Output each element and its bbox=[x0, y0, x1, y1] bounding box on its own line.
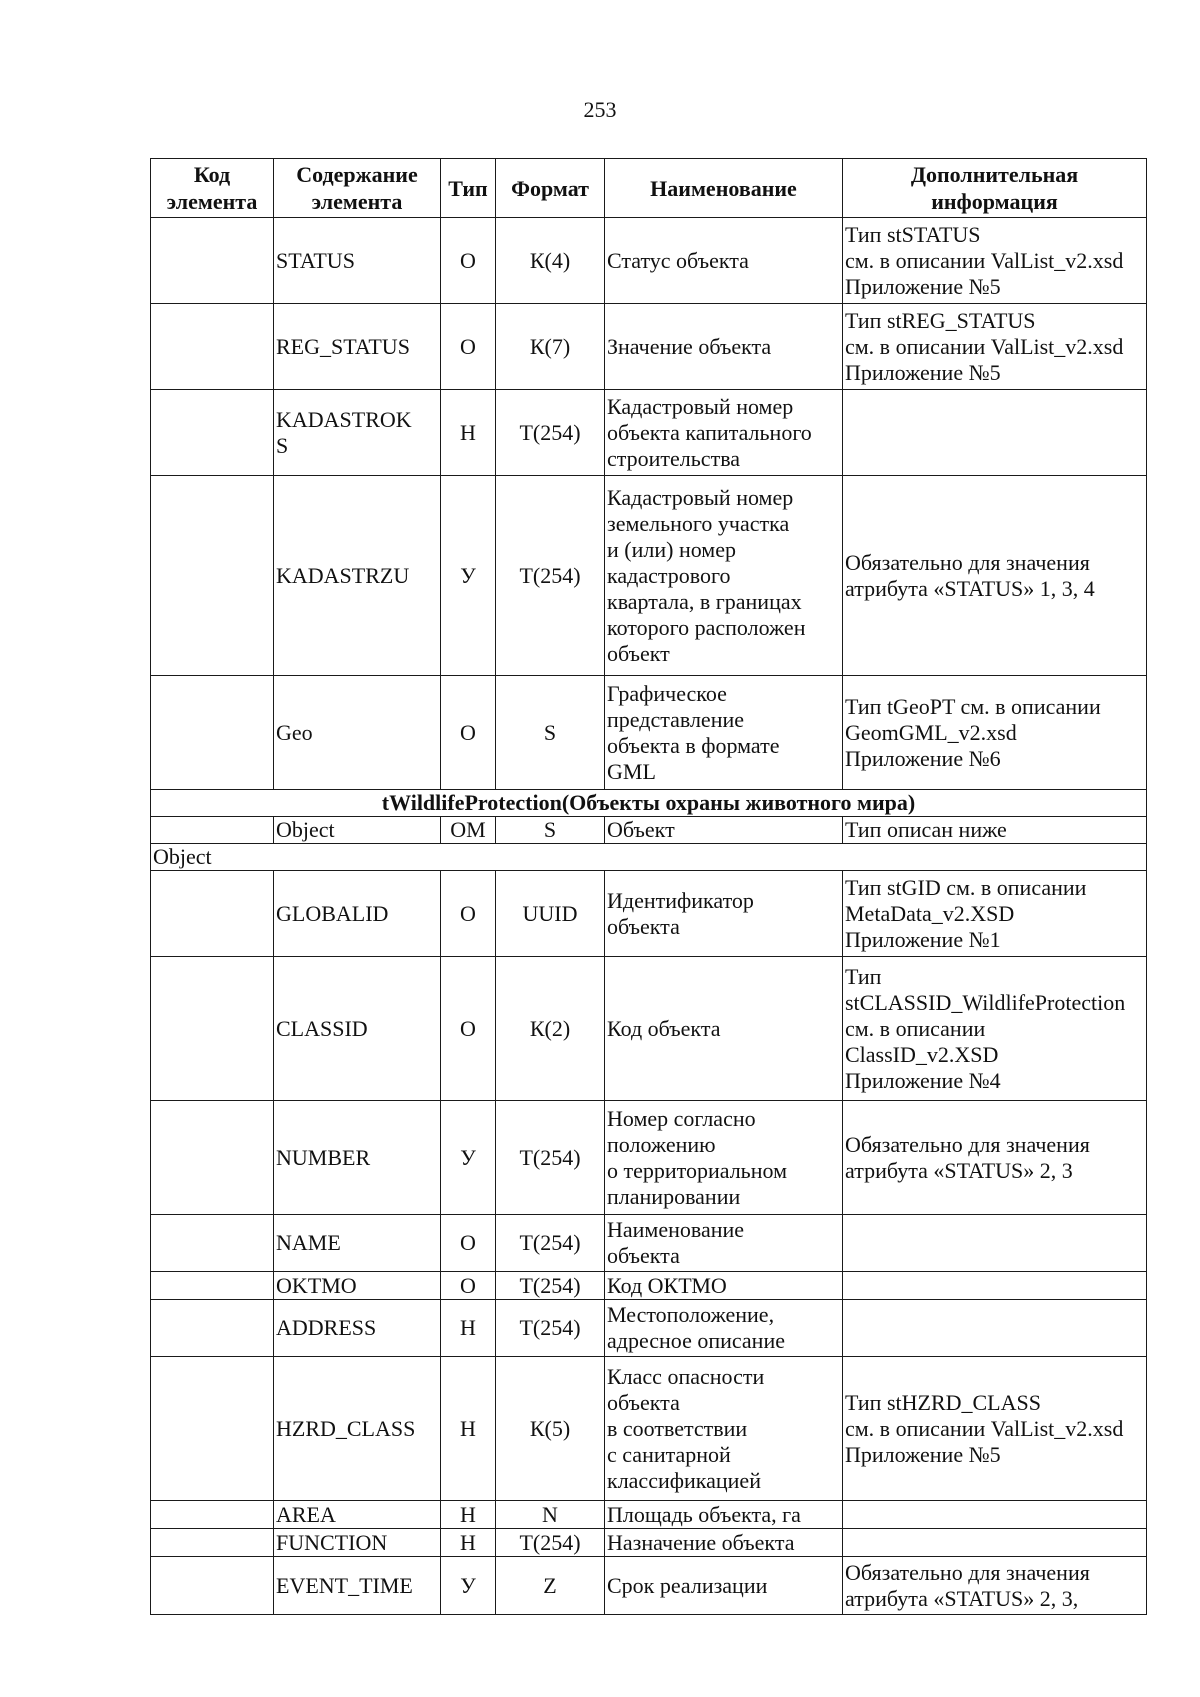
cell-format: Т(254) bbox=[496, 476, 605, 676]
section-block bbox=[151, 790, 1147, 871]
cell-type: Н bbox=[441, 1529, 496, 1557]
cell-content: CLASSID bbox=[274, 957, 441, 1101]
cell-info: Тип stREG_STATUS см. в описании ValList_v2.xsd Приложение №5 bbox=[843, 304, 1147, 390]
section-title-row bbox=[151, 790, 1147, 817]
object-row bbox=[151, 817, 1147, 844]
cell-code bbox=[151, 1529, 274, 1557]
cell-type: О bbox=[441, 871, 496, 957]
cell-content: ADDRESS bbox=[274, 1300, 441, 1357]
header-format: Формат bbox=[496, 159, 605, 218]
table-row bbox=[151, 1529, 1147, 1557]
cell-content: FUNCTION bbox=[274, 1529, 441, 1557]
cell-format: S bbox=[496, 676, 605, 790]
cell-code bbox=[151, 304, 274, 390]
cell-info bbox=[843, 1300, 1147, 1357]
table-row bbox=[151, 871, 1147, 957]
cell-content: Object bbox=[274, 817, 441, 844]
cell-info bbox=[843, 1501, 1147, 1529]
object-label: Object bbox=[151, 844, 1147, 871]
cell-code bbox=[151, 476, 274, 676]
table-row bbox=[151, 476, 1147, 676]
cell-type: О bbox=[441, 304, 496, 390]
table-row bbox=[151, 390, 1147, 476]
cell-format: Т(254) bbox=[496, 390, 605, 476]
cell-info: Тип описан ниже bbox=[843, 817, 1147, 844]
table-row bbox=[151, 1300, 1147, 1357]
header-code: Код элемента bbox=[151, 159, 274, 218]
cell-format: S bbox=[496, 817, 605, 844]
cell-code bbox=[151, 1501, 274, 1529]
cell-format: UUID bbox=[496, 871, 605, 957]
cell-type: Н bbox=[441, 1357, 496, 1501]
cell-code bbox=[151, 390, 274, 476]
cell-format: К(2) bbox=[496, 957, 605, 1101]
header-name: Наименование bbox=[605, 159, 843, 218]
cell-name: Номер согласно положению о территориальном планировании bbox=[605, 1101, 843, 1215]
table-header-row bbox=[151, 159, 1147, 218]
cell-type: О bbox=[441, 957, 496, 1101]
cell-name: Площадь объекта, га bbox=[605, 1501, 843, 1529]
header-type: Тип bbox=[441, 159, 496, 218]
cell-name: Наименование объекта bbox=[605, 1215, 843, 1272]
cell-code bbox=[151, 871, 274, 957]
cell-type: Н bbox=[441, 1300, 496, 1357]
table-body-top bbox=[151, 218, 1147, 790]
cell-code bbox=[151, 1300, 274, 1357]
cell-info bbox=[843, 1529, 1147, 1557]
cell-name: Код объекта bbox=[605, 957, 843, 1101]
header-info: Дополнительная информация bbox=[843, 159, 1147, 218]
cell-type: О bbox=[441, 218, 496, 304]
cell-info: Обязательно для значения атрибута «STATUS» 1, 3, 4 bbox=[843, 476, 1147, 676]
cell-code bbox=[151, 1557, 274, 1615]
cell-info: Тип stGID см. в описании MetaData_v2.XSD Приложение №1 bbox=[843, 871, 1147, 957]
cell-code bbox=[151, 817, 274, 844]
cell-name: Срок реализации bbox=[605, 1557, 843, 1615]
cell-type: Н bbox=[441, 390, 496, 476]
table-row bbox=[151, 218, 1147, 304]
table-row bbox=[151, 1101, 1147, 1215]
object-label-row bbox=[151, 844, 1147, 871]
cell-name: Кадастровый номер объекта капитального строительства bbox=[605, 390, 843, 476]
cell-format: Z bbox=[496, 1557, 605, 1615]
cell-format: К(4) bbox=[496, 218, 605, 304]
table-body-bottom bbox=[151, 871, 1147, 1615]
cell-format: N bbox=[496, 1501, 605, 1529]
cell-info: Тип stSTATUS см. в описании ValList_v2.xsd Приложение №5 bbox=[843, 218, 1147, 304]
table-row bbox=[151, 304, 1147, 390]
cell-type: О bbox=[441, 676, 496, 790]
cell-name: Код ОКТМО bbox=[605, 1272, 843, 1300]
cell-info: Тип stHZRD_CLASS см. в описании ValList_v2.xsd Приложение №5 bbox=[843, 1357, 1147, 1501]
cell-code bbox=[151, 218, 274, 304]
cell-code bbox=[151, 1272, 274, 1300]
cell-type: Н bbox=[441, 1501, 496, 1529]
cell-type: У bbox=[441, 1557, 496, 1615]
cell-info bbox=[843, 1272, 1147, 1300]
cell-content: Geo bbox=[274, 676, 441, 790]
cell-type: У bbox=[441, 476, 496, 676]
cell-info bbox=[843, 390, 1147, 476]
cell-name: Объект bbox=[605, 817, 843, 844]
table-row bbox=[151, 957, 1147, 1101]
cell-content: GLOBALID bbox=[274, 871, 441, 957]
table-row bbox=[151, 676, 1147, 790]
cell-content: AREA bbox=[274, 1501, 441, 1529]
cell-info: Тип tGeoPT см. в описании GeomGML_v2.xsd Приложение №6 bbox=[843, 676, 1147, 790]
cell-code bbox=[151, 1215, 274, 1272]
table-row bbox=[151, 1501, 1147, 1529]
cell-info: Обязательно для значения атрибута «STATUS» 2, 3 bbox=[843, 1101, 1147, 1215]
header-content: Содержание элемента bbox=[274, 159, 441, 218]
cell-content: OKTMO bbox=[274, 1272, 441, 1300]
table-row bbox=[151, 1357, 1147, 1501]
cell-type: О bbox=[441, 1272, 496, 1300]
cell-format: Т(254) bbox=[496, 1529, 605, 1557]
cell-format: К(7) bbox=[496, 304, 605, 390]
table-row bbox=[151, 1215, 1147, 1272]
cell-format: Т(254) bbox=[496, 1300, 605, 1357]
cell-info bbox=[843, 1215, 1147, 1272]
cell-name: Назначение объекта bbox=[605, 1529, 843, 1557]
cell-type: У bbox=[441, 1101, 496, 1215]
cell-type: ОМ bbox=[441, 817, 496, 844]
cell-type: О bbox=[441, 1215, 496, 1272]
element-spec-table bbox=[150, 158, 1147, 1615]
table-row bbox=[151, 1272, 1147, 1300]
cell-content: REG_STATUS bbox=[274, 304, 441, 390]
cell-content: KADASTRZU bbox=[274, 476, 441, 676]
cell-content: EVENT_TIME bbox=[274, 1557, 441, 1615]
page-number: 253 bbox=[583, 97, 617, 122]
cell-content: STATUS bbox=[274, 218, 441, 304]
cell-format: Т(254) bbox=[496, 1215, 605, 1272]
cell-format: К(5) bbox=[496, 1357, 605, 1501]
table-row bbox=[151, 1557, 1147, 1615]
cell-name: Графическое представление объекта в формате GML bbox=[605, 676, 843, 790]
cell-code bbox=[151, 1357, 274, 1501]
cell-code bbox=[151, 676, 274, 790]
cell-format: Т(254) bbox=[496, 1272, 605, 1300]
cell-content: HZRD_CLASS bbox=[274, 1357, 441, 1501]
cell-name: Статус объекта bbox=[605, 218, 843, 304]
cell-name: Кадастровый номер земельного участка и (или) номер кадастрового квартала, в границах которого расположен объект bbox=[605, 476, 843, 676]
cell-name: Класс опасности объекта в соответствии с санитарной классификацией bbox=[605, 1357, 843, 1501]
section-title: tWildlifeProtection(Объекты охраны животного мира) bbox=[151, 790, 1147, 817]
cell-content: NAME bbox=[274, 1215, 441, 1272]
cell-info: Тип stCLASSID_WildlifeProtection см. в описании ClassID_v2.XSD Приложение №4 bbox=[843, 957, 1147, 1101]
cell-code bbox=[151, 957, 274, 1101]
cell-name: Идентификатор объекта bbox=[605, 871, 843, 957]
cell-info: Обязательно для значения атрибута «STATUS» 2, 3, bbox=[843, 1557, 1147, 1615]
cell-name: Местоположение, адресное описание bbox=[605, 1300, 843, 1357]
cell-code bbox=[151, 1101, 274, 1215]
cell-name: Значение объекта bbox=[605, 304, 843, 390]
cell-content: NUMBER bbox=[274, 1101, 441, 1215]
cell-content: KADASTROK S bbox=[274, 390, 441, 476]
cell-format: Т(254) bbox=[496, 1101, 605, 1215]
